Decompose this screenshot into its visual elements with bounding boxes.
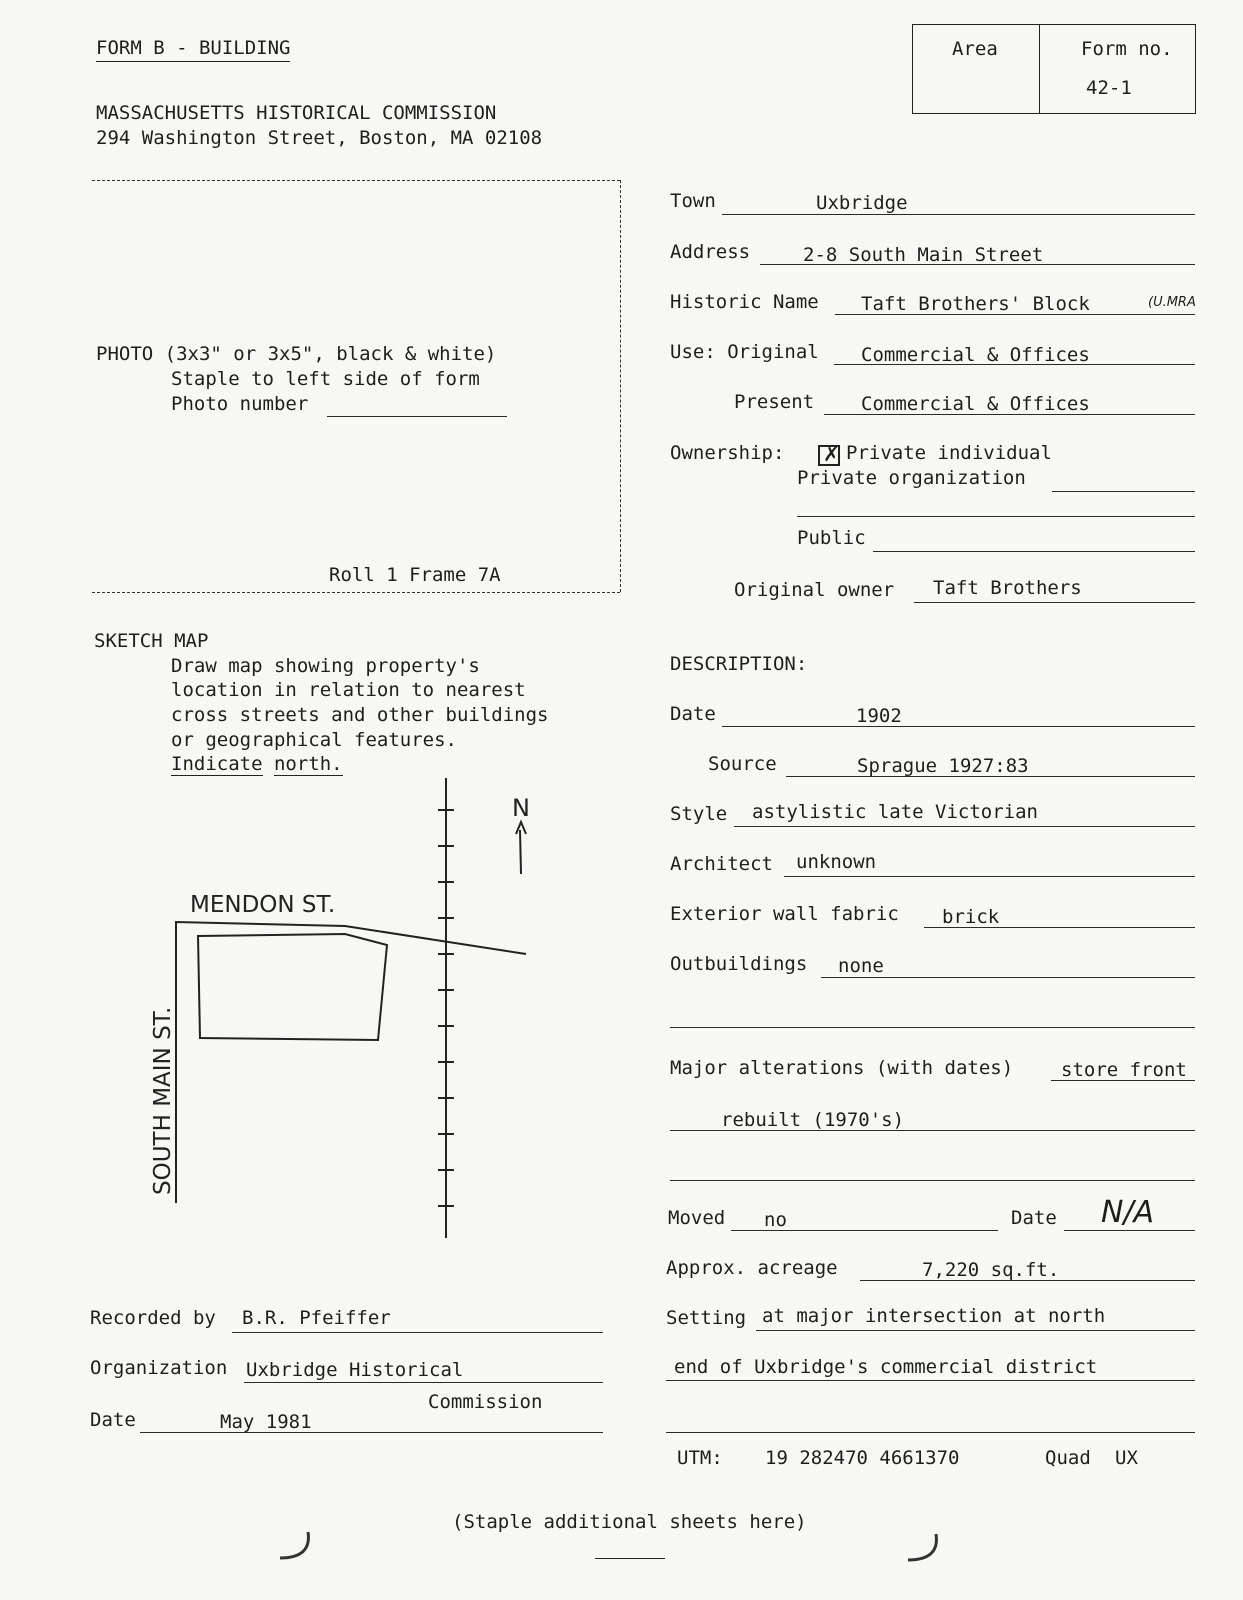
date-value[interactable]: 1902 <box>856 705 902 727</box>
quad-label: Quad <box>1045 1447 1091 1469</box>
organization-value-1[interactable]: Uxbridge Historical <box>246 1359 464 1381</box>
utm-label: UTM: <box>677 1447 723 1469</box>
roll-frame: Roll 1 Frame 7A <box>329 564 501 586</box>
moved-label: Moved <box>668 1207 726 1229</box>
setting-value-2[interactable]: end of Uxbridge's commercial district <box>674 1356 1098 1378</box>
historic-note: (U.MRA <box>1148 295 1196 310</box>
date-line <box>722 726 1195 727</box>
photo-instruction-2: Staple to left side of form <box>171 368 480 390</box>
staple-mark-left <box>272 1528 320 1568</box>
outbuildings-line-2[interactable] <box>670 1027 1195 1028</box>
town-label: Town <box>670 190 716 212</box>
setting-line-2 <box>666 1380 1195 1381</box>
box-divider <box>1039 24 1040 114</box>
original-owner-label: Original owner <box>734 579 895 601</box>
alterations-line-3[interactable] <box>670 1180 1195 1181</box>
recorded-date-value[interactable]: May 1981 <box>220 1411 312 1433</box>
source-label: Source <box>708 753 777 775</box>
private-org-line[interactable] <box>1052 491 1195 492</box>
north-label: N <box>512 794 530 822</box>
outbuildings-value[interactable]: none <box>838 955 884 977</box>
private-org-line-2[interactable] <box>797 516 1195 517</box>
architect-label: Architect <box>670 853 773 875</box>
moved-value[interactable]: no <box>764 1209 787 1231</box>
public-line[interactable] <box>873 551 1195 552</box>
staple-mark-right <box>900 1530 948 1570</box>
alterations-label: Major alterations (with dates) <box>670 1057 1014 1079</box>
commission-name: MASSACHUSETTS HISTORICAL COMMISSION <box>96 102 497 124</box>
south-main-street-label: SOUTH MAIN ST. <box>150 1006 176 1195</box>
moved-date-value[interactable]: N/A <box>1101 1195 1155 1230</box>
form-title: FORM B - BUILDING <box>96 36 290 61</box>
historic-name-label: Historic Name <box>670 291 819 313</box>
mendon-street-label: MENDON ST. <box>190 892 336 918</box>
footer-rule <box>595 1558 665 1559</box>
sketch-instruction-1: Draw map showing property's <box>171 655 480 677</box>
form-no-value: 42-1 <box>1086 77 1132 99</box>
ownership-public: Public <box>797 527 866 549</box>
moved-date-label: Date <box>1011 1207 1057 1229</box>
use-original-label: Use: Original <box>670 341 819 363</box>
town-line <box>722 214 1195 215</box>
description-heading: DESCRIPTION: <box>670 653 808 675</box>
recorded-date-line <box>140 1432 603 1433</box>
use-original-value[interactable]: Commercial & Offices <box>861 344 1090 366</box>
town-value[interactable]: Uxbridge <box>816 192 908 214</box>
area-label: Area <box>952 38 998 60</box>
wall-fabric-label: Exterior wall fabric <box>670 903 899 925</box>
photo-number-label: Photo number <box>171 393 309 415</box>
sketch-instruction-4: or geographical features. <box>171 729 457 751</box>
address-label: Address <box>670 241 751 263</box>
acreage-label: Approx. acreage <box>666 1257 838 1279</box>
original-owner-value[interactable]: Taft Brothers <box>933 577 1082 599</box>
alterations-value-1[interactable]: store front <box>1061 1059 1187 1081</box>
sketch-instruction-3: cross streets and other buildings <box>171 704 549 726</box>
address-value[interactable]: 2-8 South Main Street <box>803 244 1044 266</box>
sketch-instruction-2: location in relation to nearest <box>171 679 526 701</box>
photo-border-bottom <box>92 592 620 593</box>
original-owner-line <box>914 602 1195 603</box>
recorded-by-value[interactable]: B.R. Pfeiffer <box>242 1307 391 1329</box>
acreage-value[interactable]: 7,220 sq.ft. <box>922 1259 1060 1281</box>
architect-value[interactable]: unknown <box>796 851 877 873</box>
north-arrow <box>520 830 521 874</box>
photo-border-top <box>92 180 620 181</box>
ownership-private-organization: Private organization <box>797 467 1026 489</box>
photo-number-line[interactable] <box>327 416 507 417</box>
ownership-label: Ownership: <box>670 442 785 464</box>
street-lines <box>176 922 526 1203</box>
recorded-date-label: Date <box>90 1409 136 1431</box>
organization-label: Organization <box>90 1357 228 1379</box>
form-no-label: Form no. <box>1081 38 1173 60</box>
utm-value: 19 282470 4661370 <box>765 1447 960 1469</box>
commission-address: 294 Washington Street, Boston, MA 02108 <box>96 127 543 149</box>
historic-name-value[interactable]: Taft Brothers' Block <box>861 293 1090 315</box>
photo-instruction-1: PHOTO (3x3" or 3x5", black & white) <box>96 343 497 365</box>
building-footprint <box>198 934 387 1040</box>
date-label: Date <box>670 703 716 725</box>
outbuildings-label: Outbuildings <box>670 953 808 975</box>
setting-value-1[interactable]: at major intersection at north <box>762 1305 1106 1327</box>
recorded-by-line <box>232 1332 603 1333</box>
photo-border-right <box>620 180 621 592</box>
sketch-map <box>140 770 540 1250</box>
setting-line-1 <box>756 1330 1195 1331</box>
alterations-value-2[interactable]: rebuilt (1970's) <box>721 1109 905 1131</box>
sketch-map-heading: SKETCH MAP <box>94 630 209 652</box>
sketch-instruction-5: Indicate north. <box>171 753 343 775</box>
ownership-checkbox[interactable]: ✗ <box>818 445 840 466</box>
use-present-label: Present <box>734 391 815 413</box>
style-line <box>734 826 1195 827</box>
style-value[interactable]: astylistic late Victorian <box>752 801 1038 823</box>
style-label: Style <box>670 803 728 825</box>
use-present-value[interactable]: Commercial & Offices <box>861 393 1090 415</box>
recorded-by-label: Recorded by <box>90 1307 216 1329</box>
organization-value-2[interactable]: Commission <box>428 1391 543 1413</box>
staple-note: (Staple additional sheets here) <box>452 1511 807 1533</box>
ownership-private-individual: Private individual <box>846 442 1052 464</box>
wall-fabric-value[interactable]: brick <box>942 906 1000 928</box>
architect-line <box>784 876 1195 877</box>
moved-date-line <box>1064 1230 1195 1231</box>
quad-value: UX <box>1115 1447 1138 1469</box>
setting-label: Setting <box>666 1307 747 1329</box>
setting-line-3[interactable] <box>666 1432 1195 1433</box>
source-value[interactable]: Sprague 1927:83 <box>857 755 1029 777</box>
